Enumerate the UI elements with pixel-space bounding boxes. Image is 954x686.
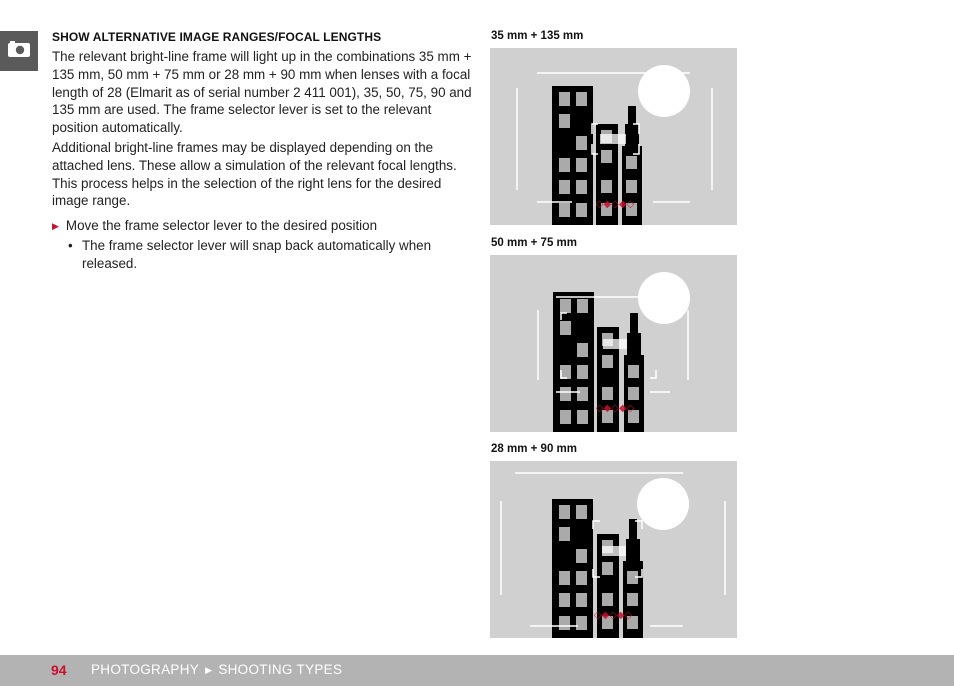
focus-patch xyxy=(603,339,627,349)
viewfinder-illustration-28-90 xyxy=(490,461,737,638)
result-bullet xyxy=(68,237,458,273)
figure-label-50-75: 50 mm + 75 mm xyxy=(491,237,577,249)
viewfinder-illustration-35-135 xyxy=(490,48,737,225)
sun-shape xyxy=(638,272,690,324)
breadcrumb-arrow-icon: ▶ xyxy=(205,665,213,675)
indicator-glyphs: ◇◆◇◆◇ xyxy=(595,199,635,210)
focus-patch xyxy=(602,546,626,556)
paragraph-additional-frames: Additional bright-line frames may be displayed depending on the attached lens. These allow a simulation of the relevant focal lengths. This process helps in the selection of the right lens for the desired image range. xyxy=(52,140,457,209)
sun-shape xyxy=(637,478,689,530)
section-heading: SHOW ALTERNATIVE IMAGE RANGES/FOCAL LENGTHS xyxy=(52,30,382,44)
camera-icon xyxy=(7,40,31,63)
focus-patch xyxy=(600,134,626,144)
figure-label-28-90: 28 mm + 90 mm xyxy=(491,443,577,455)
page-footer xyxy=(0,655,954,686)
bullet-text: The frame selector lever will snap back automatically when released. xyxy=(82,238,432,271)
building-left xyxy=(552,86,593,225)
step-text: Move the frame selector lever to the desired position xyxy=(65,218,378,233)
section-tab xyxy=(0,31,38,71)
indicator-glyphs: ◇◆◇◆◇ xyxy=(595,403,635,414)
breadcrumb xyxy=(91,662,342,677)
indicator-glyphs: ◇◆◇◆◇ xyxy=(593,610,633,621)
paragraph-combinations: The relevant bright-line frame will light up in the combinations 35 mm + 135 mm, 50 mm + 75 mm or 28 mm + 90 mm when lenses with a focal length of 28 (Elmarit as of serial number 2 411 001), 35, 50, 75, 90 and 135 mm are used. The frame selector lever is set to the relevant position automatically. xyxy=(52,49,472,136)
page-number: 94 xyxy=(51,662,67,678)
step-arrow-icon: ▶ xyxy=(52,221,59,231)
bullet-dot-icon: • xyxy=(68,238,73,253)
instruction-step xyxy=(52,217,472,237)
breadcrumb-section: PHOTOGRAPHY xyxy=(91,662,200,677)
figure-label-35-135: 35 mm + 135 mm xyxy=(491,30,584,42)
building-left xyxy=(552,499,593,638)
breadcrumb-page: SHOOTING TYPES xyxy=(218,662,343,677)
viewfinder-illustration-50-75 xyxy=(490,255,737,432)
building-left xyxy=(553,292,594,432)
